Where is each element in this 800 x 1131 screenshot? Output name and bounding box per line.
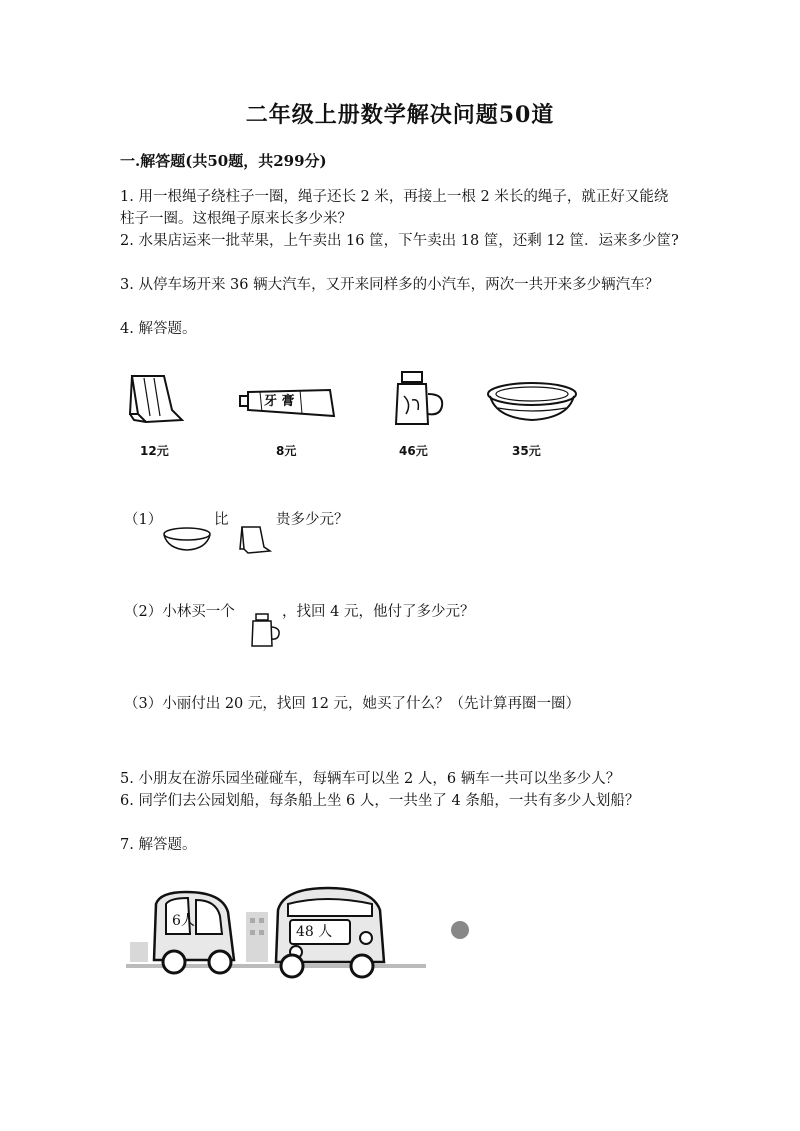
- subquestion-2-head: （2）小林买一个: [124, 604, 235, 620]
- question-2: 2. 水果店运来一批苹果，上午卖出 16 筐，下午卖出 18 筐，还剩 12 筐．运来多少筐?: [120, 233, 679, 249]
- towel-price: 12元: [140, 444, 169, 458]
- thermos-price: 46元: [399, 444, 428, 458]
- subquestion-1-number: （1）: [124, 512, 163, 528]
- section-heading: 一.解答题(共50题，共299分): [120, 152, 327, 170]
- basin-price: 35元: [512, 444, 541, 458]
- bus-capacity-label: 48 人: [296, 924, 333, 940]
- basin-icon: [486, 380, 578, 428]
- subquestion-1-tail: 贵多少元？: [276, 512, 349, 528]
- toothpaste-price: 8元: [276, 444, 297, 458]
- subquestion-1-compare: 比: [214, 512, 229, 528]
- page-title: 二年级上册数学解决问题50道: [245, 102, 555, 128]
- question-1: 1. 用一根绳子绕柱子一圈，绳子还长 2 米，再接上一根 2 米长的绳子，就正好又能绕柱子一圈。这根绳子原来长多少米？: [120, 189, 669, 227]
- question-3: 3. 从停车场开来 36 辆大汽车，又开来同样多的小汽车，两次一共开来多少辆汽车？: [120, 277, 660, 293]
- thermos-small-icon: [248, 612, 280, 648]
- question-5: 5. 小朋友在游乐园坐碰碰车，每辆车可以坐 2 人，6 辆车一共可以坐多少人？: [120, 771, 621, 787]
- toothpaste-label: 牙 膏: [264, 394, 295, 409]
- subquestion-2-tail: ，找回 4 元，他付了多少元？: [282, 604, 475, 620]
- car-capacity-label: 6人: [172, 913, 195, 929]
- basin-small-icon: [162, 527, 212, 553]
- towel-icon: [124, 370, 194, 430]
- thermos-icon: [388, 370, 448, 430]
- question-4: 4. 解答题。: [120, 321, 197, 337]
- question-6: 6. 同学们去公园划船，每条船上坐 6 人，一共坐了 4 条船，一共有多少人划船？: [120, 793, 640, 809]
- towel-small-icon: [238, 525, 274, 555]
- question-7: 7. 解答题。: [120, 837, 197, 853]
- subquestion-3: （3）小丽付出 20 元，找回 12 元，她买了什么？（先计算再圈一圈）: [124, 696, 581, 712]
